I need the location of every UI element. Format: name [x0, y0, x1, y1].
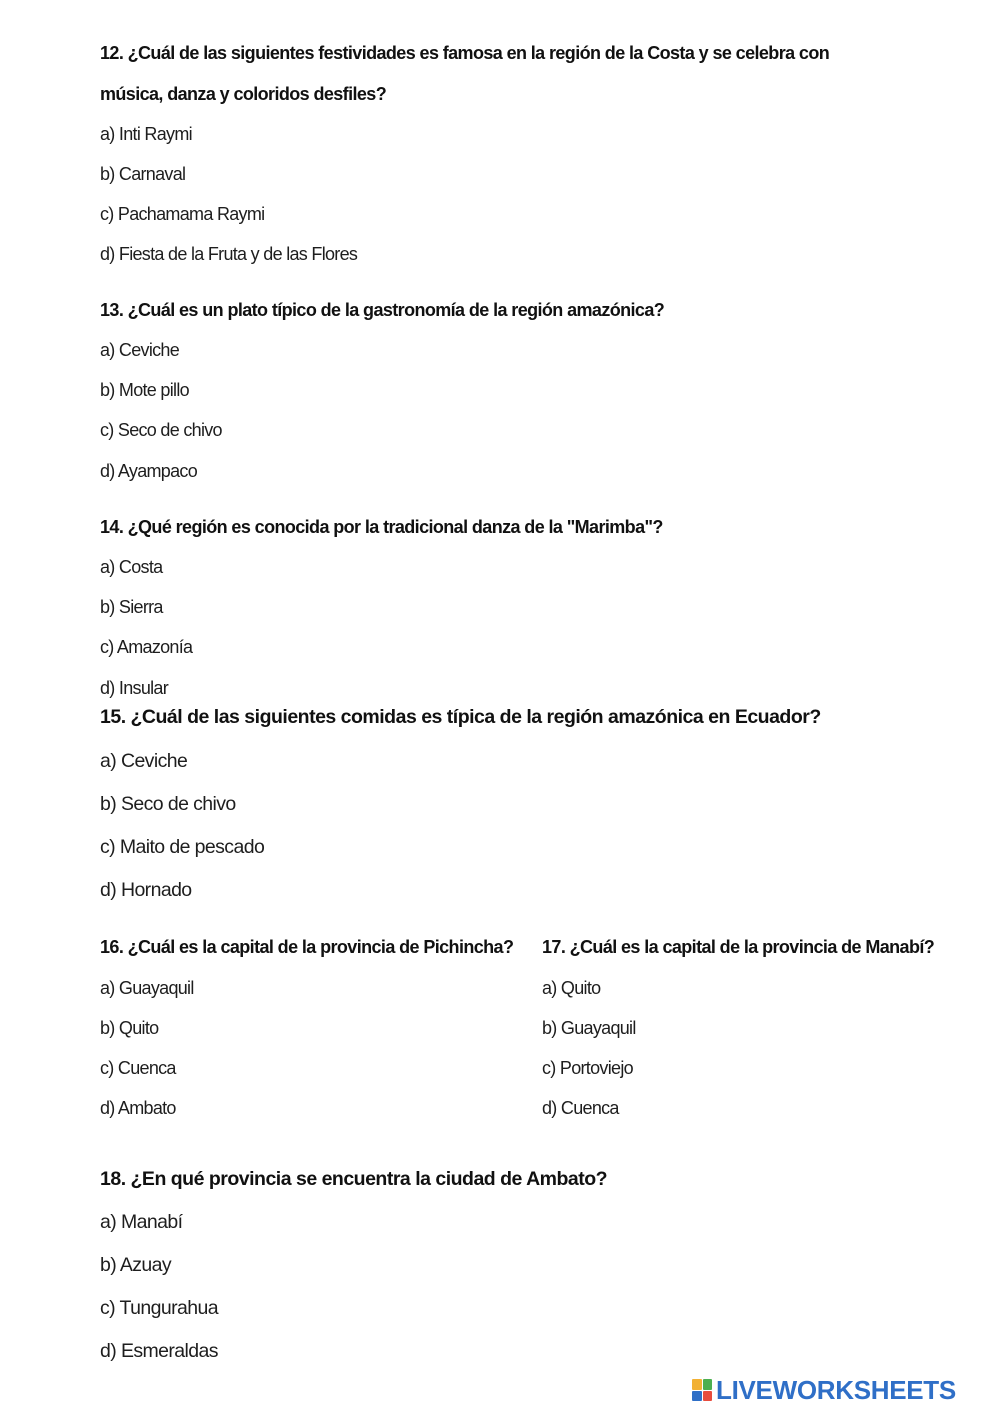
question-12-option-b[interactable]: b) Carnaval — [100, 164, 186, 184]
question-15-option-a[interactable]: a) Ceviche — [100, 750, 188, 772]
question-12-text-line-1: 12. ¿Cuál de las siguientes festividades es famosa en la región de la Costa y se celebra con — [100, 43, 830, 63]
question-16-option-d[interactable]: d) Ambato — [100, 1098, 176, 1118]
question-12-option-d[interactable]: d) Fiesta de la Fruta y de las Flores — [100, 244, 358, 264]
liveworksheets-logo-icon — [692, 1379, 712, 1401]
question-16-text: 16. ¿Cuál es la capital de la provincia de Pichincha? — [100, 937, 514, 957]
logo-tile-yellow — [692, 1379, 702, 1390]
question-12-text-line-2: música, danza y coloridos desfiles? — [100, 84, 387, 104]
question-12-option-a[interactable]: a) Inti Raymi — [100, 124, 192, 144]
question-17-option-d[interactable]: d) Cuenca — [542, 1098, 619, 1118]
question-13-option-d[interactable]: d) Ayampaco — [100, 461, 198, 481]
liveworksheets-brand[interactable] — [692, 1376, 956, 1404]
logo-tile-red — [703, 1391, 713, 1402]
question-12-option-c[interactable]: c) Pachamama Raymi — [100, 204, 265, 224]
question-16-option-c[interactable]: c) Cuenca — [100, 1058, 176, 1078]
logo-tile-green — [703, 1379, 713, 1390]
question-14-text: 14. ¿Qué región es conocida por la tradicional danza de la "Marimba"? — [100, 517, 663, 537]
question-17-option-b[interactable]: b) Guayaquil — [542, 1018, 636, 1038]
question-14-option-b[interactable]: b) Sierra — [100, 597, 163, 617]
question-14-option-d[interactable]: d) Insular — [100, 678, 169, 698]
question-18-option-c[interactable]: c) Tungurahua — [100, 1297, 218, 1319]
question-17-text: 17. ¿Cuál es la capital de la provincia de Manabí? — [542, 937, 935, 957]
liveworksheets-wordmark: LIVEWORKSHEETS — [716, 1375, 956, 1405]
logo-tile-blue — [692, 1391, 702, 1402]
question-13-text: 13. ¿Cuál es un plato típico de la gastronomía de la región amazónica? — [100, 300, 665, 320]
question-18-option-a[interactable]: a) Manabí — [100, 1211, 183, 1233]
question-15-option-d[interactable]: d) Hornado — [100, 879, 192, 901]
question-14-option-c[interactable]: c) Amazonía — [100, 637, 193, 657]
question-16-option-b[interactable]: b) Quito — [100, 1018, 159, 1038]
question-13-option-c[interactable]: c) Seco de chivo — [100, 420, 222, 440]
question-17-option-c[interactable]: c) Portoviejo — [542, 1058, 633, 1078]
question-14-option-a[interactable]: a) Costa — [100, 557, 163, 577]
question-15-text: 15. ¿Cuál de las siguientes comidas es típica de la región amazónica en Ecuador? — [100, 706, 821, 728]
question-18-text: 18. ¿En qué provincia se encuentra la ciudad de Ambato? — [100, 1168, 608, 1190]
question-18-option-d[interactable]: d) Esmeraldas — [100, 1340, 218, 1362]
question-16-option-a[interactable]: a) Guayaquil — [100, 978, 194, 998]
question-18-option-b[interactable]: b) Azuay — [100, 1254, 172, 1276]
question-13-option-b[interactable]: b) Mote pillo — [100, 380, 189, 400]
question-13-option-a[interactable]: a) Ceviche — [100, 340, 180, 360]
question-15-option-c[interactable]: c) Maito de pescado — [100, 836, 265, 858]
question-15-option-b[interactable]: b) Seco de chivo — [100, 793, 236, 815]
question-17-option-a[interactable]: a) Quito — [542, 978, 601, 998]
